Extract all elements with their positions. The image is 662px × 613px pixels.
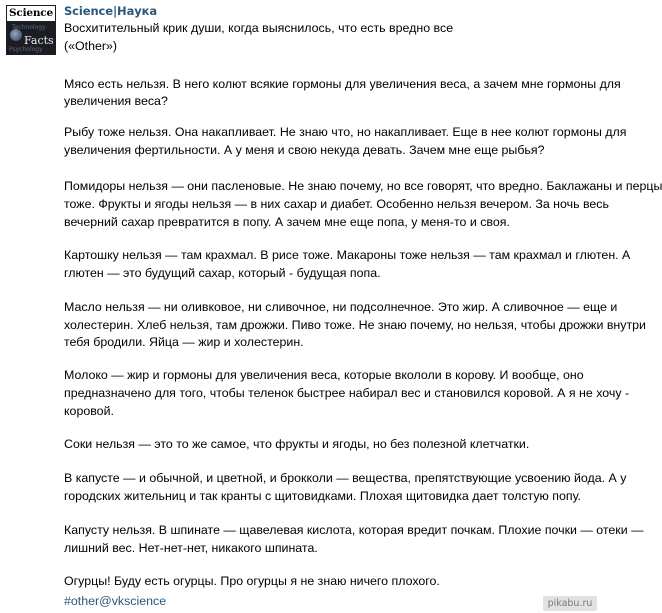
- paragraph-line: Мясо есть нельзя. В него колют всякие гормоны для увеличения веса, а зачем мне гормоны для: [64, 77, 621, 91]
- paragraph-line: увеличения веса?: [64, 94, 168, 108]
- paragraph-line: Соки нельзя — это то же самое, что фрукты и ягоды, но без полезной клетчатки.: [64, 437, 530, 451]
- paragraph-line: Масло нельзя — ни оливковое, ни сливочное, ни подсолнечное. Это жир. А сливочное — еще и: [64, 300, 618, 314]
- paragraph-line: тоже. Фрукты и ягоды нельзя — в них сахар и диабет. Особенно нельзя вечером. За ночь весь: [64, 197, 609, 211]
- intro-line: Восхитительный крик души, когда выяснилось, что есть вредно все: [64, 21, 454, 35]
- paragraph-line: Молоко — жир и гормоны для увеличения веса, которые вкололи в корову. И вообще, оно: [64, 368, 584, 382]
- avatar-small-text-bottom: Psychology: [9, 46, 43, 53]
- hashtag-link[interactable]: #other@vkscience: [64, 594, 167, 608]
- paragraph-line: увеличения фертильности. А у меня и свою некуда девать. Зачем мне еще рыбья?: [64, 143, 545, 157]
- paragraph-line: лишний вес. Нет-нет-нет, никакого шпината.: [64, 541, 318, 555]
- paragraph-line: Картошку нельзя — там крахмал. В рисе тоже. Макароны тоже нельзя — там крахмал и глютен. А: [64, 248, 631, 262]
- paragraph-line: холестерин. Хлеб нельзя, там дрожжи. Пиво тоже. Не знаю почему, но нельзя, чтобы дрожжи внутри: [64, 318, 646, 332]
- paragraph-line: коровой.: [64, 404, 114, 418]
- community-avatar[interactable]: [6, 5, 56, 55]
- paragraph-line: Помидоры нельзя — они пасленовые. Не знаю почему, но все говорят, что вредно. Баклажаны и перцы: [64, 179, 662, 193]
- avatar-small-text-top: Technology: [12, 24, 46, 31]
- paragraph-line: Огурцы! Буду есть огурцы. Про огурцы я не знаю ничего плохого.: [64, 574, 440, 588]
- paragraph-line: вечерний сахар превратится в попу. А зачем мне еще попа, у меня-то и своя.: [64, 215, 510, 229]
- paragraph-line: Капусту нельзя. В шпинате — щавелевая кислота, которая вредит почкам. Плохие почки — отеки —: [64, 523, 644, 537]
- paragraph-line: предназначено для того, чтобы теленок быстрее набирал вес и становился коровой. А я не хочу -: [64, 386, 630, 400]
- intro-line: («Other»): [64, 39, 118, 53]
- avatar-science-label: Science: [7, 6, 55, 21]
- author-link[interactable]: Science|Наука: [64, 4, 157, 18]
- paragraph-line: Рыбу тоже нельзя. Она накапливает. Не знаю что, но накапливает. Еще в нее колют гормоны для: [64, 125, 627, 139]
- avatar-facts-label: Facts: [24, 34, 54, 47]
- paragraph-line: В капусте — и обычной, и цветной, и брокколи — вещества, препятствующие усвоению йода. А у: [64, 471, 627, 485]
- paragraph-line: городских жительниц и так кранты с щитовидками. Плохая щитовидка дает толстую попу.: [64, 489, 581, 503]
- paragraph-line: глютен — это будущий сахар, который - будущая попа.: [64, 266, 381, 280]
- paragraph-line: тебя бродили. Яйца — жир и холестерин.: [64, 335, 304, 349]
- watermark: pikabu.ru: [543, 596, 597, 611]
